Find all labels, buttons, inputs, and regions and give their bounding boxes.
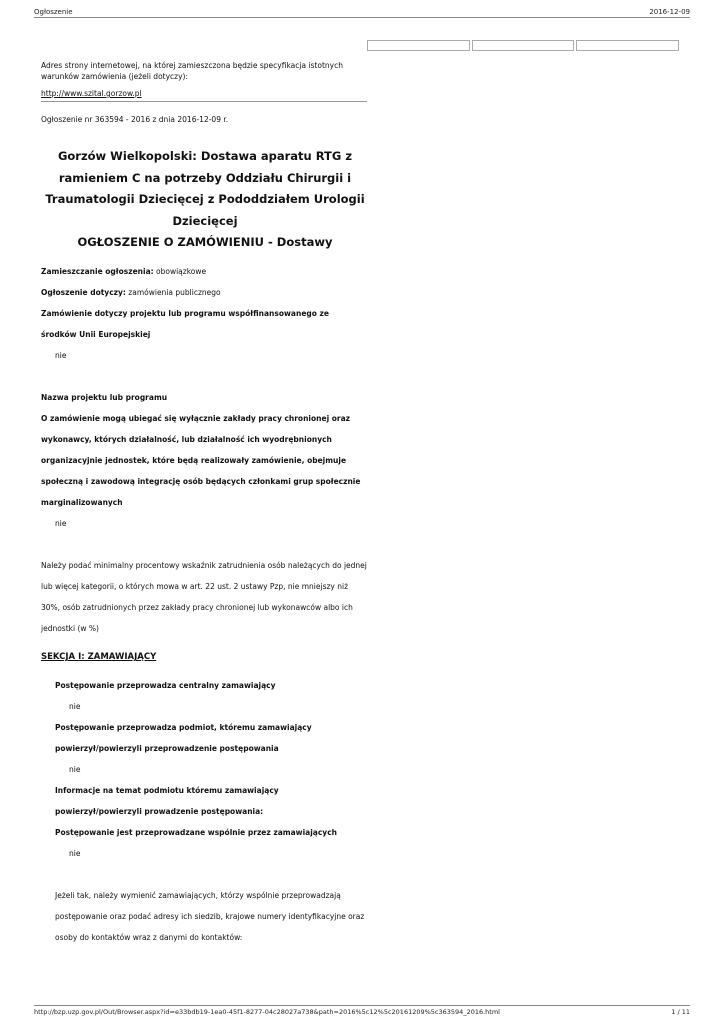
sheltered-line2: wykonawcy, których działalność, lub działalność ich wyodrębnionych [41, 435, 332, 444]
spacer [41, 869, 369, 890]
pct-line3: 30%, osób zatrudnionych przez zakłady pracy chronionej lub wykonawców albo ich [41, 603, 353, 612]
entity-value: nie [69, 765, 81, 774]
eu-label-line2: środków Unii Europejskiej [41, 330, 151, 339]
entity-line2: powierzył/powierzyli przeprowadzenie postępowania [55, 744, 279, 753]
central-value: nie [69, 702, 81, 711]
header-date: 2016-12-09 [649, 8, 690, 16]
page-number: 1 / 11 [671, 1008, 690, 1016]
header-title: Ogłoszenie [34, 8, 73, 16]
info-line2: powierzył/powierzyli prowadzenie postępowania: [55, 807, 264, 816]
eu-label-line1: Zamówienie dotyczy projektu lub programu współfinansowanego ze [41, 309, 329, 318]
empty-box [367, 40, 470, 51]
pct-line1: Należy podać minimalny procentowy wskaźnik zatrudnienia osób należących do jednej [41, 561, 367, 570]
empty-box [472, 40, 575, 51]
ifyes-line2: postępowanie oraz podać adresy ich siedzib, krajowe numery identyfikacyjne oraz [55, 912, 365, 921]
document-title: Gorzów Wielkopolski: Dostawa aparatu RTG z ramieniem C na potrzeby Oddziału Chirurgii i Traumatologii Dziecięcej z Pododdziałem Urologii Dziecięcej [45, 149, 365, 228]
sheltered-line5: marginalizowanych [41, 498, 123, 507]
concerns-row [41, 287, 369, 308]
joint-value: nie [69, 849, 81, 858]
empty-box [576, 40, 679, 51]
placing-value: obowiązkowe [156, 267, 207, 276]
pct-line4: jednostki (w %) [41, 624, 99, 633]
concerns-value: zamówienia publicznego [128, 288, 221, 297]
spacer [41, 371, 369, 392]
section-heading: SEKCJA I: ZAMAWIAJĄCY [41, 652, 157, 662]
website-link[interactable]: http://www.szital.gorzow.pl [41, 88, 367, 102]
placing-row [41, 266, 369, 287]
document-title-block [41, 146, 369, 254]
document-subtitle: OGŁOSZENIE O ZAMÓWIENIU - Dostawy [77, 235, 333, 249]
notice-number: Ogłoszenie nr 363594 - 2016 z dnia 2016-12-09 r. [41, 115, 229, 124]
ifyes-line3: osoby do kontaktów wraz z danymi do kontaktów: [55, 933, 243, 942]
footer-url: http://bzp.uzp.gov.pl/Out/Browser.aspx?id=e33bdb19-1ea0-45f1-8277-04c28027a738&path=2016%5c12%5c20161209%5c363594_2016.html [34, 1008, 500, 1016]
sheltered-line1: O zamówienie mogą ubiegać się wyłącznie zakłady pracy chronionej oraz [41, 414, 351, 423]
spacer [41, 539, 369, 560]
info-line1: Informacje na temat podmiotu któremu zamawiający [55, 786, 279, 795]
sheltered-value: nie [55, 519, 67, 528]
placing-label: Zamieszczanie ogłoszenia: [41, 267, 154, 276]
page-header [34, 8, 690, 18]
project-name-label: Nazwa projektu lub programu [41, 393, 168, 402]
concerns-label: Ogłoszenie dotyczy: [41, 288, 126, 297]
document-body [41, 266, 369, 953]
joint-label: Postępowanie jest przeprowadzane wspólnie przez zamawiających [55, 828, 337, 837]
pct-line2: lub więcej kategorii, o których mowa w art. 22 ust. 2 ustawy Pzp, nie mniejszy niż [41, 582, 349, 591]
sheltered-line4: społeczną i zawodową integrację osób będących członkami grup społecznie [41, 477, 361, 486]
empty-boxes [367, 40, 679, 51]
ifyes-line1: Jeżeli tak, należy wymienić zamawiających, którzy wspólnie przeprowadzają [55, 891, 341, 900]
entity-line1: Postępowanie przeprowadza podmiot, któremu zamawiający [55, 723, 312, 732]
central-label: Postępowanie przeprowadza centralny zamawiający [55, 681, 276, 690]
page-footer [34, 1005, 690, 1018]
sheltered-line3: organizacyjnie jednostek, które będą realizowały zamówienie, obejmuje [41, 456, 347, 465]
eu-value: nie [55, 351, 67, 360]
address-label: Adres strony internetowej, na której zamieszczona będzie specyfikacja istotnych warunków zamówienia (jeżeli dotyczy): [41, 61, 343, 81]
